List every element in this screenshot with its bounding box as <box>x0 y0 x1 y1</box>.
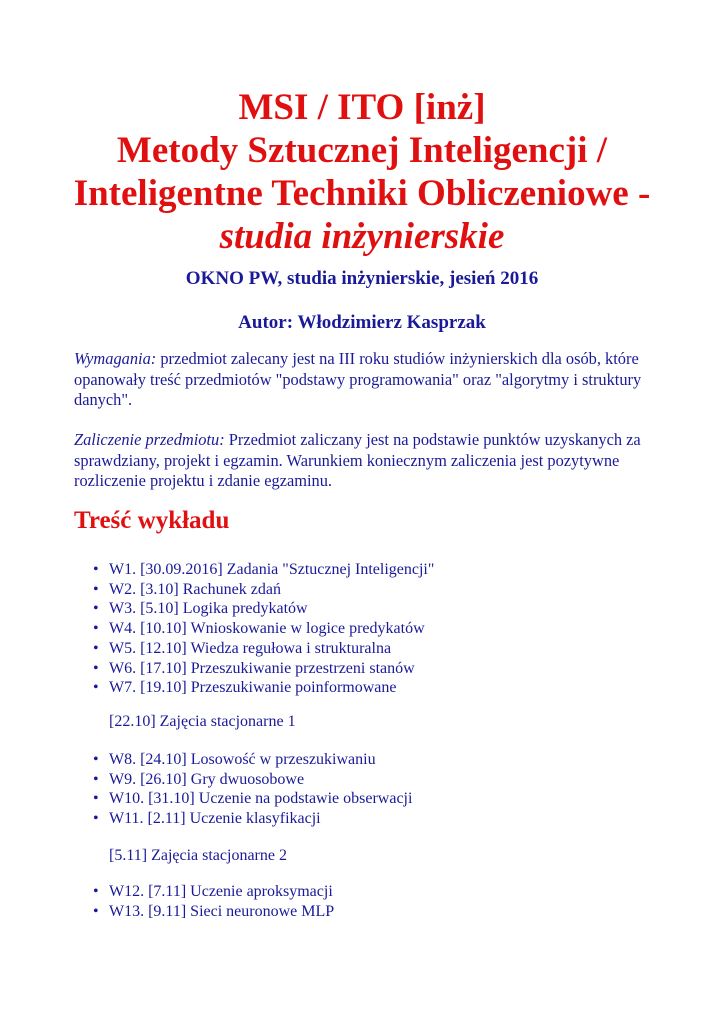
title-line-4: studia inżynierskie <box>219 216 505 257</box>
lecture-list-1 <box>93 560 434 698</box>
author-line: Autor: Włodzimierz Kasprzak <box>238 312 486 333</box>
list-item: • W10. [31.10] Uczenie na podstawie obserwacji <box>93 789 412 809</box>
list-item: • W2. [3.10] Rachunek zdań <box>93 580 434 600</box>
passing-label: Zaliczenie przedmiotu: <box>74 430 225 449</box>
list-item: • W3. [5.10] Logika predykatów <box>93 599 434 619</box>
list-item: • W6. [17.10] Przeszukiwanie przestrzeni stanów <box>93 659 434 679</box>
requirements-text: przedmiot zalecany jest na III roku studiów inżynierskich dla osób, które opanowały treść przedmiotów "podstawy programowania" oraz "algorytmy i struktury danych". <box>74 349 642 409</box>
session-note-1: [22.10] Zajęcia stacjonarne 1 <box>109 713 296 730</box>
passing-text: Przedmiot zaliczany jest na podstawie punktów uzyskanych za sprawdziany, projekt i egzamin. Warunkiem koniecznym zaliczenia jest pozytywne rozliczenie projektu i zdanie egzaminu. <box>74 430 641 490</box>
requirements-label: Wymagania: <box>74 349 157 368</box>
list-item: • W5. [12.10] Wiedza regułowa i strukturalna <box>93 639 434 659</box>
list-item: • W12. [7.11] Uczenie aproksymacji <box>93 882 334 902</box>
title-line-3: Inteligentne Techniki Obliczeniowe - <box>73 173 651 214</box>
list-item: • W8. [24.10] Losowość w przeszukiwaniu <box>93 750 412 770</box>
title-line-2: Metody Sztucznej Inteligencji / <box>116 130 608 171</box>
requirements-paragraph <box>74 349 674 411</box>
list-item: • W13. [9.11] Sieci neuronowe MLP <box>93 902 334 922</box>
course-info: OKNO PW, studia inżynierskie, jesień 2016 <box>185 268 539 289</box>
list-item: • W1. [30.09.2016] Zadania "Sztucznej Inteligencji" <box>93 560 434 580</box>
list-item: • W4. [10.10] Wnioskowanie w logice predykatów <box>93 619 434 639</box>
list-item: • W9. [26.10] Gry dwuosobowe <box>93 770 412 790</box>
passing-paragraph <box>74 430 674 492</box>
page-title <box>0 86 724 258</box>
list-item: • W7. [19.10] Przeszukiwanie poinformowane <box>93 678 434 698</box>
lecture-list-2 <box>93 750 412 829</box>
session-note-2: [5.11] Zajęcia stacjonarne 2 <box>109 847 287 864</box>
title-line-1: MSI / ITO [inż] <box>238 87 486 128</box>
list-item: • W11. [2.11] Uczenie klasyfikacji <box>93 809 412 829</box>
section-heading: Treść wykładu <box>74 507 230 534</box>
lecture-list-3 <box>93 882 334 921</box>
